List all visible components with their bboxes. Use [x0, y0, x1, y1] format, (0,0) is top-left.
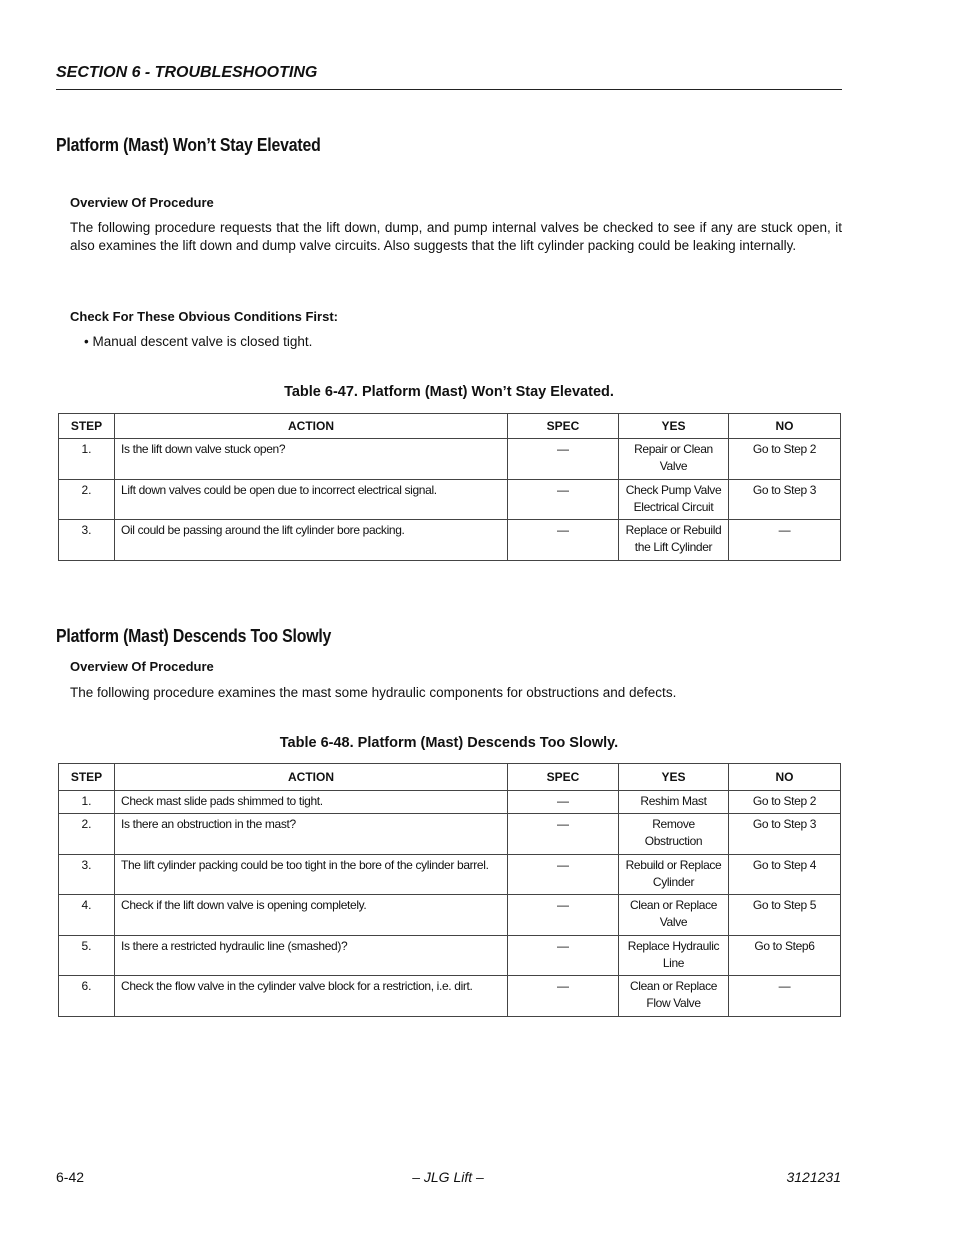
action-cell: Is the lift down valve stuck open? [115, 439, 508, 480]
yes-cell: Repair or Clean Valve [619, 439, 729, 480]
spec-cell: — [508, 814, 619, 855]
action-cell: Check mast slide pads shimmed to tight. [115, 791, 508, 814]
action-cell: Is there an obstruction in the mast? [115, 814, 508, 855]
table-header-row [59, 414, 841, 439]
table-row [59, 814, 841, 855]
action-cell: Lift down valves could be open due to incorrect electrical signal. [115, 480, 508, 520]
step-cell: 4. [59, 895, 115, 936]
overview-text-2: The following procedure examines the mast some hydraulic components for obstructions and defects. [70, 685, 677, 700]
bullet-item [84, 334, 312, 349]
col-header-spec: SPEC [508, 414, 619, 439]
step-cell: 5. [59, 936, 115, 976]
yes-cell: Remove Obstruction [619, 814, 729, 855]
no-cell: — [729, 976, 841, 1017]
table-row [59, 791, 841, 814]
table-row [59, 855, 841, 895]
spec-cell: — [508, 936, 619, 976]
no-cell: Go to Step 2 [729, 791, 841, 814]
section-title-won-t-stay-elevated: Platform (Mast) Won’t Stay Elevated [56, 135, 321, 155]
col-header-action: ACTION [115, 764, 508, 791]
table-6-48 [58, 763, 841, 1017]
action-cell: Check the flow valve in the cylinder valve block for a restriction, i.e. dirt. [115, 976, 508, 1017]
table-row [59, 439, 841, 480]
overview-heading-2: Overview Of Procedure [70, 659, 214, 674]
step-cell: 3. [59, 520, 115, 561]
table-6-47 [58, 413, 841, 561]
col-header-yes: YES [619, 764, 729, 791]
step-cell: 2. [59, 480, 115, 520]
table-row [59, 895, 841, 936]
spec-cell: — [508, 976, 619, 1017]
table-header-row [59, 764, 841, 791]
section-header: SECTION 6 - TROUBLESHOOTING [56, 64, 842, 90]
spec-cell: — [508, 791, 619, 814]
col-header-yes: YES [619, 414, 729, 439]
document-number: 3121231 [786, 1169, 841, 1185]
table-row [59, 976, 841, 1017]
col-header-step: STEP [59, 764, 115, 791]
no-cell: — [729, 520, 841, 561]
no-cell: Go to Step6 [729, 936, 841, 976]
check-conditions-heading: Check For These Obvious Conditions First: [70, 309, 338, 324]
yes-cell: Clean or Replace Valve [619, 895, 729, 936]
table-caption-6-48: Table 6-48. Platform (Mast) Descends Too Slowly. [279, 735, 619, 751]
action-cell: Check if the lift down valve is opening completely. [115, 895, 508, 936]
yes-cell: Replace or Rebuild the Lift Cylinder [619, 520, 729, 561]
overview-text-1: The following procedure requests that the lift down, dump, and pump internal valves be checked to see if any are stuck open, it also examines the lift down and dump valve circuits. Also suggests that the lift cylinder packing could be leaking internally. [70, 220, 842, 253]
action-cell: Is there a restricted hydraulic line (smashed)? [115, 936, 508, 976]
step-cell: 1. [59, 791, 115, 814]
footer-brand: – JLG Lift – [412, 1169, 484, 1185]
step-cell: 3. [59, 855, 115, 895]
table-row [59, 936, 841, 976]
action-cell: The lift cylinder packing could be too tight in the bore of the cylinder barrel. [115, 855, 508, 895]
no-cell: Go to Step 5 [729, 895, 841, 936]
no-cell: Go to Step 3 [729, 480, 841, 520]
no-cell: Go to Step 4 [729, 855, 841, 895]
step-cell: 2. [59, 814, 115, 855]
yes-cell: Check Pump Valve Electrical Circuit [619, 480, 729, 520]
bullet-text: Manual descent valve is closed tight. [92, 334, 313, 349]
col-header-step: STEP [59, 414, 115, 439]
yes-cell: Clean or Replace Flow Valve [619, 976, 729, 1017]
no-cell: Go to Step 3 [729, 814, 841, 855]
spec-cell: — [508, 520, 619, 561]
spec-cell: — [508, 895, 619, 936]
step-cell: 6. [59, 976, 115, 1017]
col-header-spec: SPEC [508, 764, 619, 791]
action-cell: Oil could be passing around the lift cylinder bore packing. [115, 520, 508, 561]
yes-cell: Replace Hydraulic Line [619, 936, 729, 976]
overview-heading-1: Overview Of Procedure [70, 195, 214, 210]
spec-cell: — [508, 855, 619, 895]
page-number: 6-42 [56, 1169, 85, 1185]
yes-cell: Reshim Mast [619, 791, 729, 814]
yes-cell: Rebuild or Replace Cylinder [619, 855, 729, 895]
bullet-dot: • [84, 334, 93, 349]
no-cell: Go to Step 2 [729, 439, 841, 480]
table-caption-6-47: Table 6-47. Platform (Mast) Won’t Stay Elevated. [284, 384, 614, 400]
col-header-no: NO [729, 764, 841, 791]
spec-cell: — [508, 439, 619, 480]
table-row [59, 520, 841, 561]
col-header-action: ACTION [115, 414, 508, 439]
section-title-descends-too-slowly: Platform (Mast) Descends Too Slowly [56, 626, 332, 646]
step-cell: 1. [59, 439, 115, 480]
spec-cell: — [508, 480, 619, 520]
col-header-no: NO [729, 414, 841, 439]
table-row [59, 480, 841, 520]
